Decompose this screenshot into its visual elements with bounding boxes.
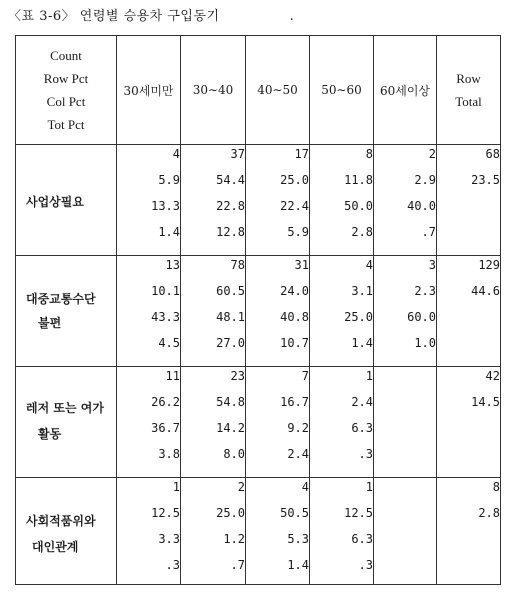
cell-value: 1.4 [287,558,309,572]
cell-value: 9.2 [287,421,309,435]
cell-value: 48.1 [216,310,245,324]
data-cell [117,145,181,256]
cell-value: 12.5 [344,506,373,520]
data-cell [181,145,246,256]
data-cell [310,478,374,585]
data-cell [310,145,374,256]
cell-value: 2.9 [414,173,436,187]
cell-value: 1 [365,480,373,494]
cell-value: 24.0 [280,284,309,298]
cell-value: 1.4 [351,336,373,350]
column-header: 50∼60 [310,36,374,145]
cell-value: 5.9 [158,173,180,187]
row-label: 대인관계 [32,540,79,554]
cell-value: 50.0 [344,199,373,213]
cell-value: 5.9 [287,225,309,239]
cell-value: 36.7 [151,421,180,435]
table-row [16,367,501,478]
cell-value [437,334,500,360]
table-row [16,256,501,367]
row-total-cell [437,478,501,585]
cell-value: 43.3 [151,310,180,324]
cell-value: 10.7 [280,336,309,350]
row-label: 레저 또는 여가 [26,401,104,415]
cell-value: 2 [237,480,245,494]
cell-value: 2.8 [478,506,500,520]
cell-value: 6.3 [351,532,373,546]
cell-value [374,478,436,504]
cell-value: 6.3 [351,421,373,435]
cell-value: 4 [365,258,373,272]
table-caption [8,5,294,24]
cell-value: 25.0 [280,173,309,187]
cell-value: 2.8 [351,225,373,239]
cell-value: 2 [428,147,436,161]
data-cell [117,478,181,585]
cell-value: 129 [478,258,500,272]
row-label: 대중교통수단 [26,292,96,306]
cell-value: 22.4 [280,199,309,213]
data-cell [117,256,181,367]
stat-label: Col Pct [46,94,86,109]
cell-value: 3.3 [158,532,180,546]
cell-value: 22.8 [216,199,245,213]
cell-value: 12.5 [151,506,180,520]
cell-value [374,556,436,582]
cell-value: 8.0 [223,447,245,461]
stat-label: Row Pct [43,71,89,86]
data-cell [181,256,246,367]
cell-value: .7 [230,558,245,572]
cell-value: .3 [358,447,373,461]
stat-label: Count [50,48,82,63]
row-label-cell [16,478,117,585]
data-cell [246,367,310,478]
cell-value [374,419,436,445]
cell-value: .3 [358,558,373,572]
data-cell [374,478,437,585]
cell-value: 12.8 [216,225,245,239]
row-label-cell [16,367,117,478]
cell-value: 1 [172,480,180,494]
stat-legend [16,36,117,145]
table-row [16,478,501,585]
data-cell [374,256,437,367]
cell-value: 3.1 [351,284,373,298]
cell-value: 1.4 [158,225,180,239]
cell-value: 44.6 [471,284,500,298]
cell-value: 26.2 [151,395,180,409]
cell-value: 40.8 [280,310,309,324]
crosstab-table [15,35,501,585]
stat-label: Tot Pct [47,117,85,132]
cell-value [437,223,500,249]
cell-value: 25.0 [216,506,245,520]
cell-value [374,530,436,556]
cell-value [437,419,500,445]
cell-value: 54.8 [216,395,245,409]
column-header: 30∼40 [181,36,246,145]
cell-value [437,445,500,471]
row-label-cell [16,256,117,367]
cell-value: 25.0 [344,310,373,324]
cell-value: 13 [165,258,180,272]
table-row [16,145,501,256]
column-header: 60세이상 [374,36,437,145]
cell-value: 31 [294,258,309,272]
row-total-label: Total [455,94,482,109]
header-row [16,36,501,145]
cell-value [374,367,436,393]
column-header: 40∼50 [246,36,310,145]
cell-value: 40.0 [407,199,436,213]
cell-value: 78 [230,258,245,272]
cell-value: .3 [165,558,180,572]
cell-value: 3.8 [158,447,180,461]
cell-value: 68 [485,147,500,161]
cell-value: 8 [365,147,373,161]
row-total-cell [437,256,501,367]
cell-value: 5.3 [287,532,309,546]
cell-value: 3 [428,258,436,272]
data-cell [246,256,310,367]
cell-value [374,393,436,419]
cell-value [437,197,500,223]
data-cell [246,478,310,585]
cell-value: 42 [485,369,500,383]
cell-value: 60.5 [216,284,245,298]
cell-value: 16.7 [280,395,309,409]
row-total-label: Row [456,71,481,86]
caption-text: 〈표 3-6〉 연령별 승용차 구입동기 [8,9,220,24]
cell-value: 37 [230,147,245,161]
cell-value: 1.0 [414,336,436,350]
cell-value: 1 [365,369,373,383]
row-total-header [437,36,501,145]
cell-value: 23 [230,369,245,383]
cell-value: .7 [421,225,436,239]
cell-value: 2.4 [287,447,309,461]
row-label-cell [16,145,117,256]
cell-value [374,504,436,530]
cell-value: 54.4 [216,173,245,187]
data-cell [117,367,181,478]
column-header: 30세미만 [117,36,181,145]
cell-value: 11.8 [344,173,373,187]
data-cell [310,367,374,478]
cell-value [437,556,500,582]
cell-value: 23.5 [471,173,500,187]
cell-value: 17 [294,147,309,161]
cell-value: 2.4 [351,395,373,409]
cell-value: 8 [492,480,500,494]
row-total-cell [437,145,501,256]
data-cell [310,256,374,367]
caption-dot: . [289,9,295,24]
row-label: 사업상필요 [26,195,84,209]
cell-value: 14.5 [471,395,500,409]
cell-value: 13.3 [151,199,180,213]
data-cell [374,145,437,256]
data-cell [181,367,246,478]
data-cell [246,145,310,256]
cell-value: 4 [301,480,309,494]
cell-value: 10.1 [151,284,180,298]
row-label: 사회적품위와 [26,514,96,528]
cell-value: 1.2 [223,532,245,546]
row-total-cell [437,367,501,478]
data-cell [181,478,246,585]
cell-value: 60.0 [407,310,436,324]
cell-value: 4.5 [158,336,180,350]
cell-value: 2.3 [414,284,436,298]
cell-value: 4 [172,147,180,161]
cell-value: 27.0 [216,336,245,350]
cell-value: 7 [301,369,309,383]
row-label: 불편 [38,316,62,330]
cell-value [437,308,500,334]
data-cell [374,367,437,478]
cell-value [437,530,500,556]
cell-value: 14.2 [216,421,245,435]
cell-value: 11 [165,369,180,383]
cell-value: 50.5 [280,506,309,520]
cell-value [374,445,436,471]
row-label: 활동 [38,427,62,441]
